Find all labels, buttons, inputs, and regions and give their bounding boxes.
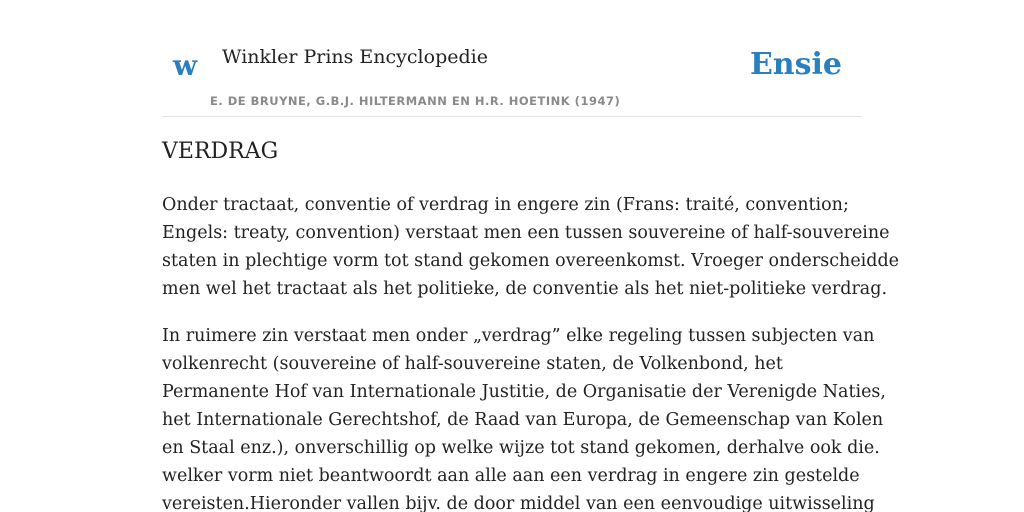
paragraph-line: volkenrecht (souvereine of half-souvereine staten, de Volkenbond, het bbox=[162, 353, 783, 374]
winkler-prins-logo[interactable]: w bbox=[173, 49, 198, 82]
authors-line: E. DE BRUYNE, G.B.J. HILTERMANN EN H.R. HOETINK (1947) bbox=[210, 94, 621, 108]
paragraph-line: Engels: treaty, convention) verstaat men een tussen souvereine of half-souvereine bbox=[162, 222, 890, 243]
paragraph-line: staten in plechtige vorm tot stand gekomen overeenkomst. Vroeger onderscheidde bbox=[162, 250, 900, 271]
article-paragraph-2 bbox=[162, 322, 886, 512]
article-paragraph-1 bbox=[162, 191, 900, 303]
ensie-brand-logo[interactable]: Ensie bbox=[749, 47, 842, 82]
paragraph-line: Permanente Hof van Internationale Justitie, de Organisatie der Verenigde Naties, bbox=[162, 381, 886, 402]
paragraph-line: In ruimere zin verstaat men onder „verdrag” elke regeling tussen subjecten van bbox=[162, 325, 875, 346]
paragraph-line: vereisten.Hieronder vallen bijv. de door middel van een eenvoudige uitwisseling bbox=[162, 493, 875, 512]
paragraph-line: welker vorm niet beantwoordt aan alle aan een verdrag in engere zin gestelde bbox=[162, 465, 860, 486]
article-title: VERDRAG bbox=[162, 139, 279, 164]
paragraph-line: Onder tractaat, conventie of verdrag in engere zin (Frans: traité, convention; bbox=[162, 194, 849, 215]
site-header bbox=[162, 0, 862, 117]
paragraph-line: men wel het tractaat als het politieke, de conventie als het niet-politieke verdrag. bbox=[162, 278, 888, 299]
paragraph-line: en Staal enz.), onverschillig op welke wijze tot stand gekomen, derhalve ook die. bbox=[162, 437, 880, 458]
site-title[interactable]: Winkler Prins Encyclopedie bbox=[222, 46, 488, 68]
paragraph-line: het Internationale Gerechtshof, de Raad van Europa, de Gemeenschap van Kolen bbox=[162, 409, 884, 430]
article-content bbox=[162, 138, 900, 512]
